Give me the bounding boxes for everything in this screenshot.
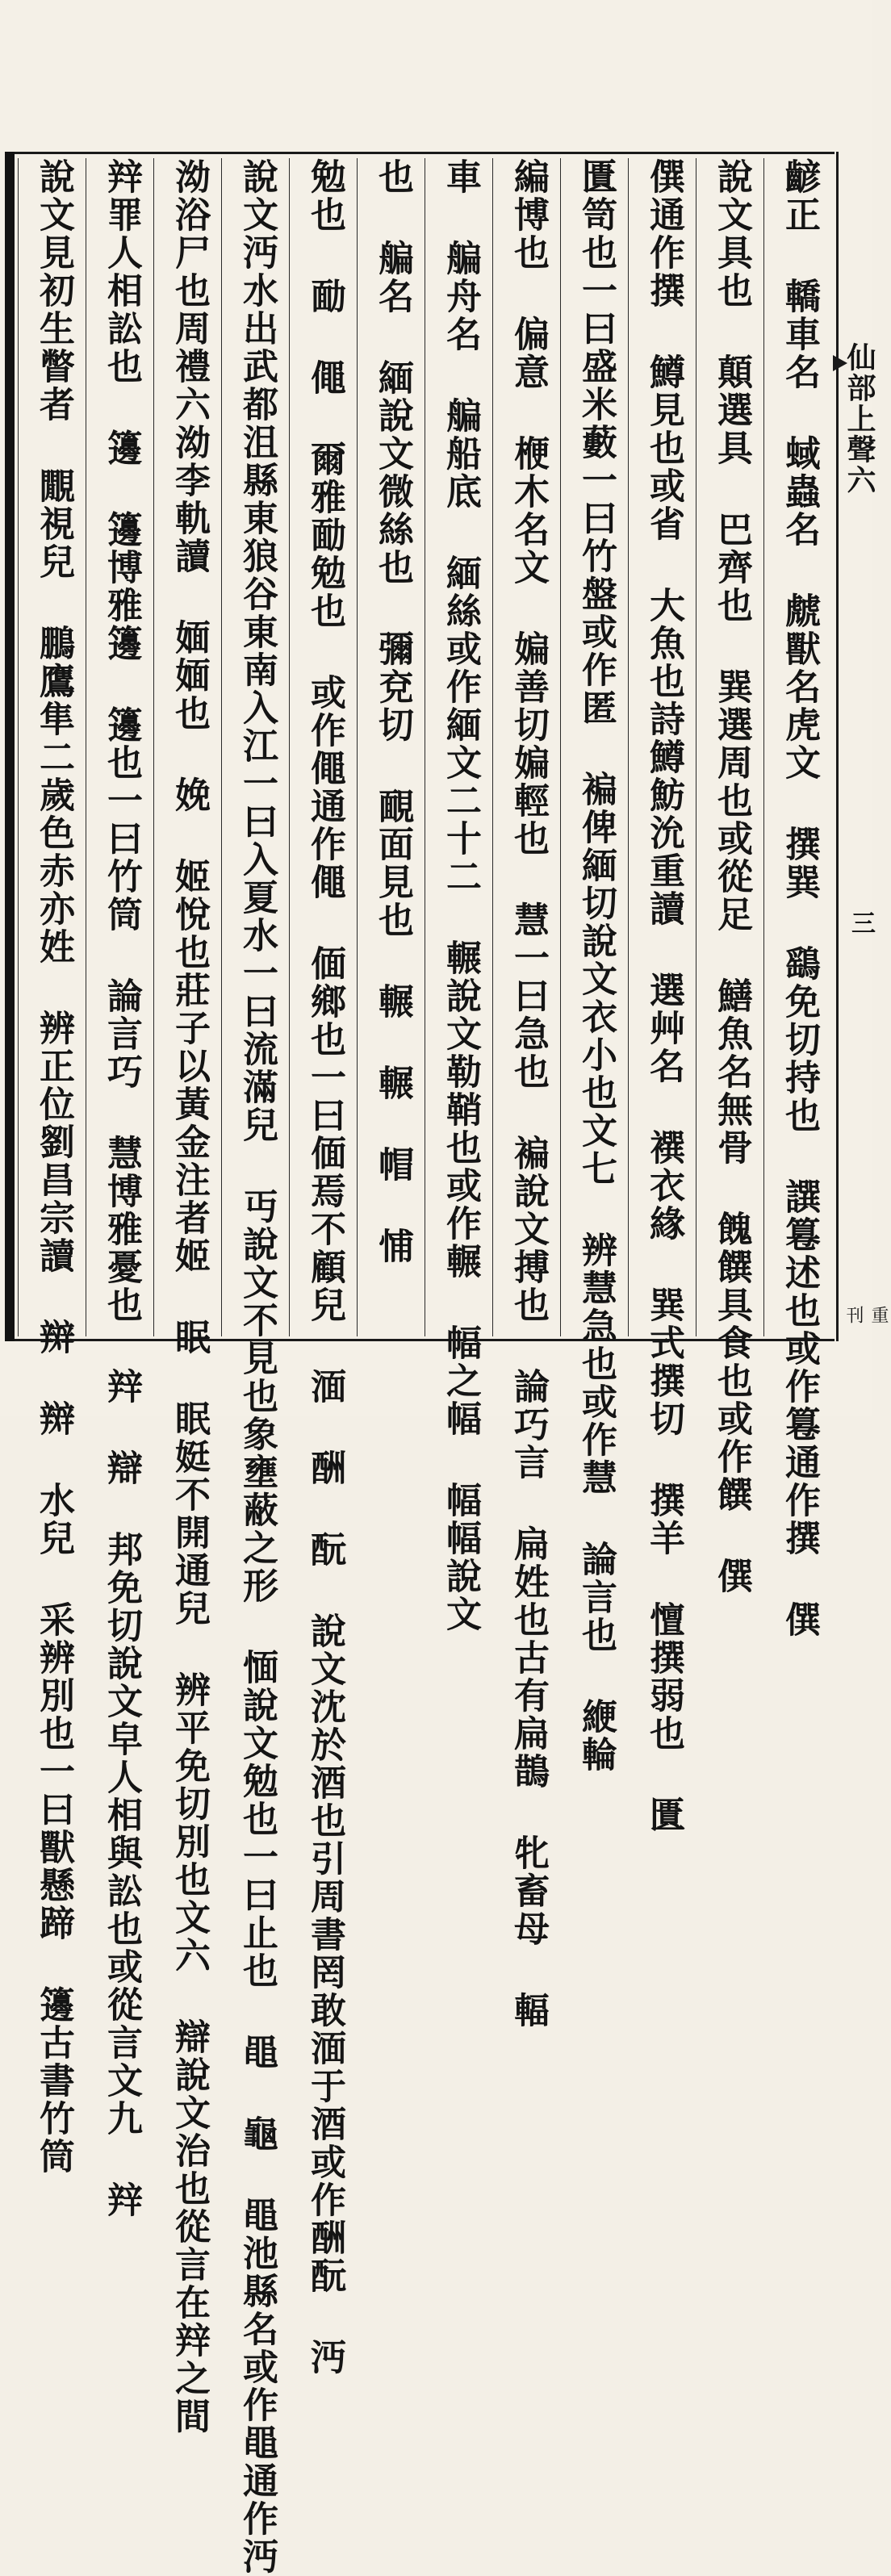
folio-number: 三: [847, 910, 875, 935]
text-column: [763, 158, 833, 1639]
text-columns: [18, 158, 833, 2576]
column-text: 編博也 偏意 楩木名文 媥善切媥輕也 慧一曰急也 褊說文搏也 論巧言 扁姓也古有扁鵲 牝畜母 輻: [508, 158, 549, 2030]
text-column: [221, 158, 291, 2576]
text-column: [425, 158, 494, 1633]
edition-mark: 重刊: [843, 1306, 889, 1325]
column-text: 車 艑舟名 艑船底 緬絲或作緬文二十二 輾說文勒鞘也或作輾 幅之幅 幅幅說文: [440, 158, 481, 1633]
text-column: [560, 158, 630, 1774]
text-column: [696, 158, 765, 1595]
text-column: [628, 158, 697, 1834]
right-border-rule: [836, 152, 839, 1341]
column-text: 僎通作撰 鱒見也或省 大魚也詩鱒魴沇重讀 選艸名 襈衣緣 巽式撰切 撰羊 憻撰弱也 匱: [643, 158, 684, 1834]
column-text: 勉也 勔 僶 爾雅勔勉也 或作僶通作僶 偭鄉也一曰偭焉不顧兒 湎 酬 酛 說文沈於酒也引周書罔敢湎于酒或作酬酛 沔: [304, 158, 345, 2377]
column-text: 辡罪人相訟也 籩 籩博雅籩 籩也一曰竹筒 論言巧 慧博雅憂也 辡 辯 邦免切說文皁人相與訟也或從言文九 辡: [101, 158, 142, 2219]
text-column: [86, 158, 155, 2219]
column-text: 泑浴尸也周禮六泑李軌讀 媔媔也 娩 姬悅也莊子以黃金注者姬 眠 眠娗不開通兒 辨平免切別也文六 辯說文治也從言在辡之間: [169, 158, 210, 2436]
column-text: 說文沔水出武都沮縣東狼谷東南入江一曰入夏水一曰流滿兒 丏說文不見也象壅蔽之形 愐說文勉也一曰止也 黽 龜 黽池縣名或作黽通作沔: [236, 158, 278, 2576]
column-text: 匱笥也一曰盛米藪一曰竹盤或作匿 褊俾緬切說文衣小也文七 辨慧急也或作慧 論言也 緶輪: [575, 158, 617, 1774]
text-column: [153, 158, 223, 2436]
column-text: 說文見初生瞥者 覵視兒 鵬鷹隼二歲色赤亦姓 辨正位劉昌宗讀 辬 辬 水兒 采辨別也一曰獸懸蹄 籩古書竹筒: [33, 158, 74, 2176]
text-column: [492, 158, 562, 2030]
column-text: 齴正 轎車名 蜮蟲名 虤獸名虎文 撰巽 鷂免切持也 譔篹述也或作篹通作撰 僎: [779, 158, 820, 1639]
column-text: 也 艑名 緬說文微絲也 彌兗切 靦面見也 輾 輾 帽 悑: [372, 158, 413, 1265]
column-text: 說文具也 顛選具 巴齊也 巽選周也或從足 鱔魚名無骨 餽饌具食也或作饌 僎: [711, 158, 752, 1595]
page-margin: [839, 152, 889, 1341]
text-column: [289, 158, 358, 2377]
text-column: [18, 158, 87, 2176]
section-heading: 仙部上聲六: [843, 342, 876, 496]
left-border-bar: [5, 152, 15, 1341]
text-column: [357, 158, 426, 1336]
